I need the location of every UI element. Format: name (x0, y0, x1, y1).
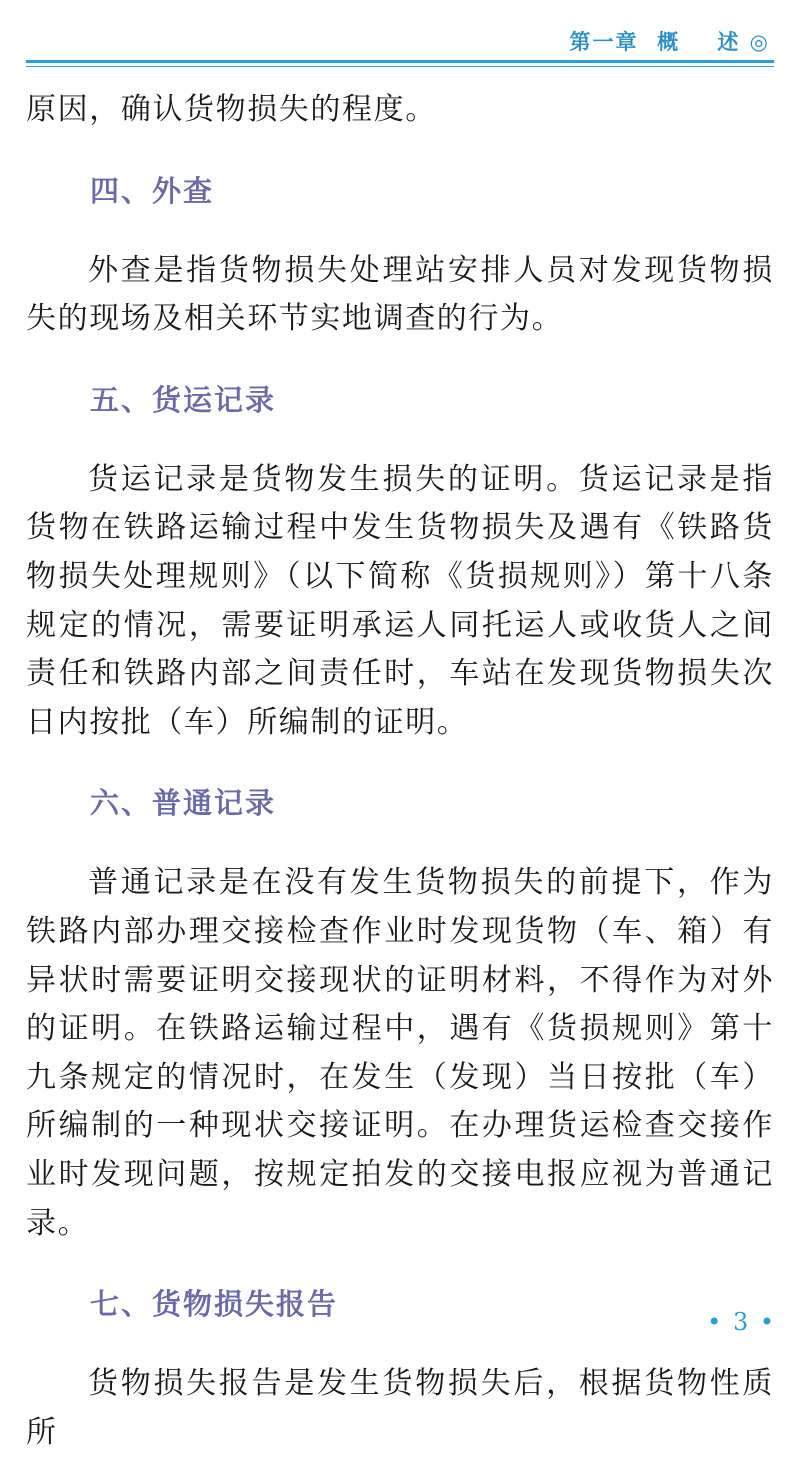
header-rule-thin (26, 66, 774, 67)
chapter-title: 第一章 概 述 ◎ (569, 30, 770, 54)
section-heading-loss-report: 七、货物损失报告 (90, 1287, 339, 1322)
paragraph-continued: 原因，确认货物损失的程度。 (26, 92, 437, 127)
header-rule-thick (26, 60, 774, 63)
paragraph-loss-report: 货物损失报告是发生货物损失后，根据货物性质所 (26, 1366, 774, 1450)
section-heading-freight-record: 五、货运记录 (90, 382, 277, 417)
page-body (26, 86, 774, 1457)
paragraph-external-inspection: 外查是指货物损失处理站安排人员对发现货物损失的现场及相关环节实地调查的行为。 (26, 252, 774, 337)
section-heading-external-inspection: 四、外查 (90, 173, 215, 208)
paragraph-general-record: 普通记录是在没有发生货物损失的前提下，作为铁路内部办理交接检查作业时发现货物（车、箱）有异状时需要证明交接现状的证明材料，不得作为对外的证明。在铁路运输过程中，遇有《货损规则》第十九条规定的情况时，在发生（发现）当日按批（车）所编制的一种现状交接证明。在办理货运检查交接作业时发现问题，按规定拍发的交接电报应视为普通记录。 (26, 865, 774, 1241)
page-number: • 3 • (707, 1308, 776, 1336)
section-heading-general-record: 六、普通记录 (90, 786, 277, 821)
paragraph-freight-record: 货运记录是货物发生损失的证明。货运记录是指货物在铁路运输过程中发生货物损失及遇有《铁路货物损失处理规则》（以下简称《货损规则》）第十八条规定的情况，需要证明承运人同托运人或收货人之间责任和铁路内部之间责任时，车站在发现货物损失次日内按批（车）所编制的证明。 (26, 461, 774, 740)
running-header (26, 0, 774, 70)
